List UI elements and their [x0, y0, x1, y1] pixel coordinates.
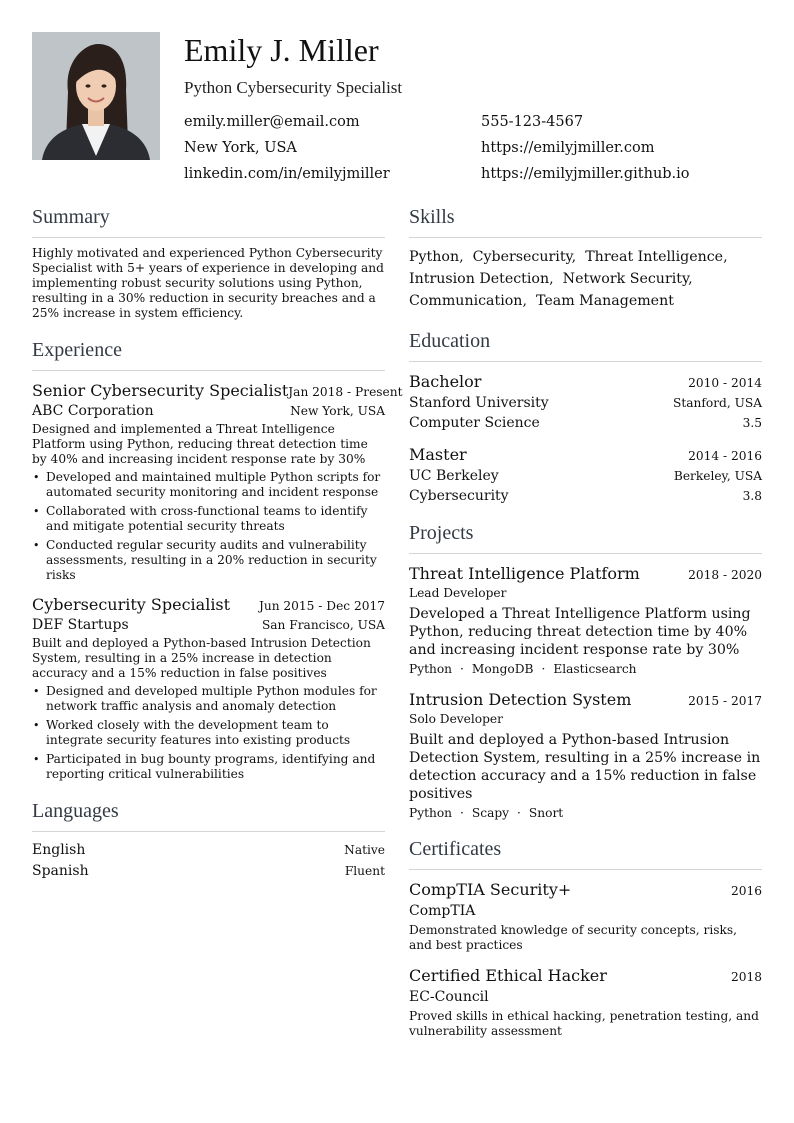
- contact-location: New York, USA: [184, 140, 297, 156]
- certificate-issuer: CompTIA: [409, 903, 476, 919]
- job-location: New York, USA: [290, 404, 385, 418]
- education-field: Cybersecurity: [409, 488, 509, 504]
- education-dates: 2010 - 2014: [688, 376, 762, 390]
- project-description: Built and deployed a Python-based Intrusion Detection System, resulting in a 25% increase in detection accuracy and a 15% reduction in false positives: [409, 732, 761, 802]
- summary-text: Highly motivated and experienced Python Cybersecurity Specialist with 5+ years of experience in developing and implementing robust security solutions using Python, resulting in a 30% reduction in security breaches and a 25% increase in system efficiency.: [32, 246, 384, 320]
- language-name: English: [32, 842, 86, 858]
- job-dates: Jan 2018 - Present: [288, 385, 403, 399]
- education-dates: 2014 - 2016: [688, 449, 762, 463]
- language-level: Native: [344, 843, 385, 857]
- job-bullet: • Worked closely with the development team to integrate security features into existing products: [32, 718, 385, 748]
- job-company: ABC Corporation: [32, 403, 154, 419]
- education-entry: [409, 372, 762, 431]
- certificate-issuer: EC-Council: [409, 989, 489, 1005]
- profile-photo: [32, 32, 160, 160]
- certificates-heading: Certificates: [409, 838, 762, 870]
- certificate-entry: [409, 966, 762, 1039]
- job-title: Python Cybersecurity Specialist: [184, 78, 403, 97]
- project-tech: Python: [409, 662, 453, 676]
- experience-entry: [32, 381, 403, 583]
- experience-entry: [32, 595, 385, 782]
- skill-item: Cybersecurity,: [472, 249, 577, 265]
- job-summary: Built and deployed a Python-based Intrusion Detection System, resulting in a 25% increase in detection accuracy and a 15% reduction in false positives: [32, 636, 371, 680]
- certificate-name: Certified Ethical Hacker: [409, 966, 607, 985]
- experience-heading: Experience: [32, 339, 385, 371]
- experience-section: [32, 339, 403, 782]
- job-company: DEF Startups: [32, 617, 129, 633]
- job-role: Senior Cybersecurity Specialist: [32, 381, 289, 400]
- skills-heading: Skills: [409, 206, 762, 238]
- contact-github[interactable]: https://emilyjmiller.github.io: [481, 166, 690, 182]
- certificate-entry: [409, 880, 762, 953]
- job-bullets: [32, 470, 385, 583]
- skill-item: Network Security,: [562, 271, 693, 287]
- skills-list: [409, 246, 762, 312]
- certificate-description: Proved skills in ethical hacking, penetration testing, and vulnerability assessment: [409, 1009, 759, 1038]
- certificate-description: Demonstrated knowledge of security concepts, risks, and best practices: [409, 923, 738, 952]
- project-tech: Scapy: [471, 806, 510, 820]
- job-bullet: • Developed and maintained multiple Python scripts for automated security monitoring and incident response: [32, 470, 385, 500]
- projects-section: [409, 522, 762, 820]
- skill-item: Threat Intelligence,: [585, 249, 728, 265]
- project-tech-list: [409, 806, 762, 820]
- education-heading: Education: [409, 330, 762, 362]
- skill-item: Python,: [409, 249, 464, 265]
- education-degree: Bachelor: [409, 372, 482, 391]
- tech-separator: ·: [517, 806, 521, 820]
- right-column: [409, 206, 762, 1039]
- job-bullet: • Participated in bug bounty programs, identifying and reporting critical vulnerabilities: [32, 752, 385, 782]
- project-name: Threat Intelligence Platform: [409, 564, 640, 583]
- job-location: San Francisco, USA: [261, 618, 385, 632]
- education-gpa: 3.8: [742, 489, 762, 503]
- job-role: Cybersecurity Specialist: [32, 595, 231, 614]
- project-dates: 2018 - 2020: [688, 568, 762, 582]
- job-dates: Jun 2015 - Dec 2017: [258, 599, 385, 613]
- certificate-year: 2016: [730, 884, 762, 898]
- certificates-section: [409, 838, 762, 1039]
- education-location: Berkeley, USA: [673, 469, 762, 483]
- tech-separator: ·: [460, 806, 464, 820]
- project-tech: Python: [409, 806, 453, 820]
- education-section: [409, 330, 762, 504]
- project-role: Solo Developer: [409, 712, 503, 726]
- skill-item: Team Management: [535, 293, 674, 309]
- tech-separator: ·: [541, 662, 546, 676]
- candidate-name: Emily J. Miller: [184, 32, 379, 68]
- education-field: Computer Science: [409, 415, 540, 431]
- project-tech-list: [409, 662, 762, 676]
- project-entry: [409, 690, 762, 820]
- contact-website[interactable]: https://emilyjmiller.com: [481, 140, 655, 156]
- project-entry: [409, 564, 762, 676]
- contact-linkedin[interactable]: linkedin.com/in/emilyjmiller: [184, 166, 390, 182]
- project-tech: MongoDB: [471, 662, 534, 676]
- summary-section: [32, 206, 385, 321]
- skill-item: Communication,: [409, 293, 527, 309]
- education-gpa: 3.5: [742, 416, 762, 430]
- certificate-name: CompTIA Security+: [409, 880, 572, 899]
- contact-email[interactable]: emily.miller@email.com: [184, 114, 360, 130]
- certificate-year: 2018: [730, 970, 762, 984]
- job-bullet: • Collaborated with cross-functional teams to identify and mitigate potential security threats: [32, 504, 385, 534]
- job-bullet: • Conducted regular security audits and vulnerability assessments, resulting in a 20% reduction in security risks: [32, 538, 385, 583]
- language-row: [32, 842, 385, 858]
- projects-heading: Projects: [409, 522, 762, 554]
- project-dates: 2015 - 2017: [688, 694, 762, 708]
- skills-section: [409, 206, 762, 312]
- project-role: Lead Developer: [409, 586, 507, 600]
- job-bullets: [32, 684, 385, 782]
- tech-separator: ·: [460, 662, 464, 676]
- project-tech: Snort: [528, 806, 564, 820]
- language-level: Fluent: [344, 864, 385, 878]
- project-name: Intrusion Detection System: [409, 690, 632, 709]
- left-column: [32, 206, 403, 879]
- languages-section: [32, 800, 385, 879]
- education-school: Stanford University: [409, 395, 549, 411]
- project-description: Developed a Threat Intelligence Platform using Python, reducing threat detection time by 40% and increasing incident response rate by 30%: [409, 606, 751, 658]
- language-name: Spanish: [32, 863, 89, 879]
- education-school: UC Berkeley: [409, 468, 499, 484]
- job-summary: Designed and implemented a Threat Intelligence Platform using Python, reducing threat detection time by 40% and increasing incident response rate by 30%: [32, 422, 368, 466]
- contact-phone[interactable]: 555-123-4567: [481, 114, 584, 130]
- job-bullet: • Designed and developed multiple Python modules for network traffic analysis and anomaly detection: [32, 684, 385, 714]
- education-degree: Master: [409, 445, 467, 464]
- education-entry: [409, 445, 762, 504]
- summary-heading: Summary: [32, 206, 385, 238]
- project-tech: Elasticsearch: [553, 662, 637, 676]
- language-row: [32, 863, 385, 879]
- education-location: Stanford, USA: [672, 396, 762, 410]
- languages-heading: Languages: [32, 800, 385, 832]
- skill-item: Intrusion Detection,: [409, 271, 554, 287]
